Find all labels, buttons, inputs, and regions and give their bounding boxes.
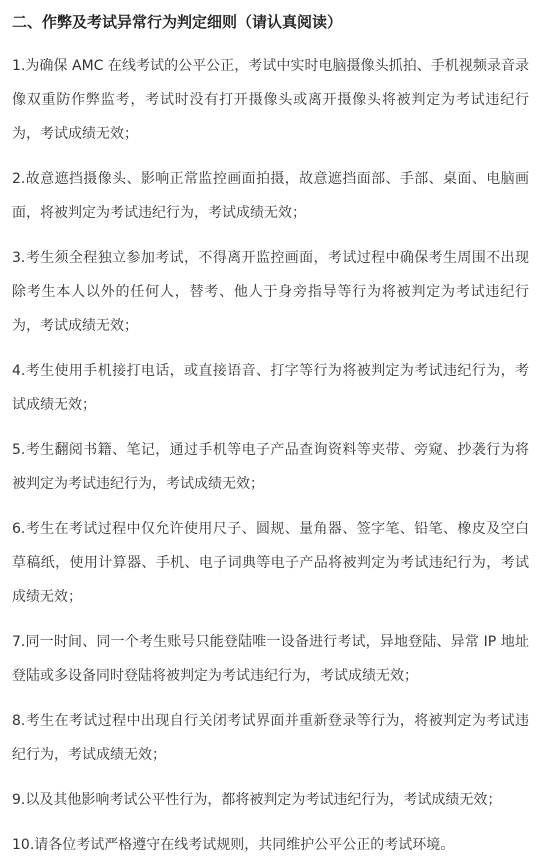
rule-paragraph-6: 6.考生在考试过程中仅允许使用尺子、圆规、量角器、签字笔、铅笔、橡皮及空白草稿纸，使用计算器、手机、电子词典等电子产品将被判定为考试违纪行为，考试成绩无效； — [12, 521, 529, 605]
rule-paragraph-4: 4.考生使用手机接打电话，或直接语音、打字等行为将被判定为考试违纪行为，考试成绩无效； — [12, 363, 529, 413]
rule-paragraph-10: 10.请各位考试严格遵守在线考试规则，共同维护公平公正的考试环境。 — [12, 837, 455, 853]
rule-paragraph-3: 3.考生须全程独立参加考试，不得离开监控画面，考试过程中确保考生周围不出现除考生本人以外的任何人，替考、他人于身旁指导等行为将被判定为考试违纪行为，考试成绩无效； — [12, 250, 529, 334]
rule-paragraph-1: 1.为确保 AMC 在线考试的公平公正，考试中实时电脑摄像头抓拍、手机视频录音录像双重防作弊监考，考试时没有打开摄像头或离开摄像头将被判定为考试违纪行为，考试成绩无效； — [12, 58, 529, 142]
rule-paragraph-9: 9.以及其他影响考试公平性行为，都将被判定为考试违纪行为，考试成绩无效； — [12, 792, 502, 808]
rule-paragraph-7: 7.同一时间、同一个考生账号只能登陆唯一设备进行考试，异地登陆、异常 IP 地址登陆或多设备同时登陆将被判定为考试违纪行为，考试成绩无效； — [12, 634, 529, 684]
rule-paragraph-5: 5.考生翻阅书籍、笔记，通过手机等电子产品查询资料等夹带、旁窥、抄袭行为将被判定为考试违纪行为，考试成绩无效； — [12, 442, 529, 492]
rule-paragraph-8: 8.考生在考试过程中出现自行关闭考试界面并重新登录等行为，将被判定为考试违纪行为，考试成绩无效； — [12, 713, 529, 763]
section-heading: 二、作弊及考试异常行为判定细则（请认真阅读） — [12, 13, 343, 31]
rule-paragraph-2: 2.故意遮挡摄像头、影响正常监控画面拍摄，故意遮挡面部、手部、桌面、电脑画面，将被判定为考试违纪行为，考试成绩无效； — [12, 171, 529, 221]
